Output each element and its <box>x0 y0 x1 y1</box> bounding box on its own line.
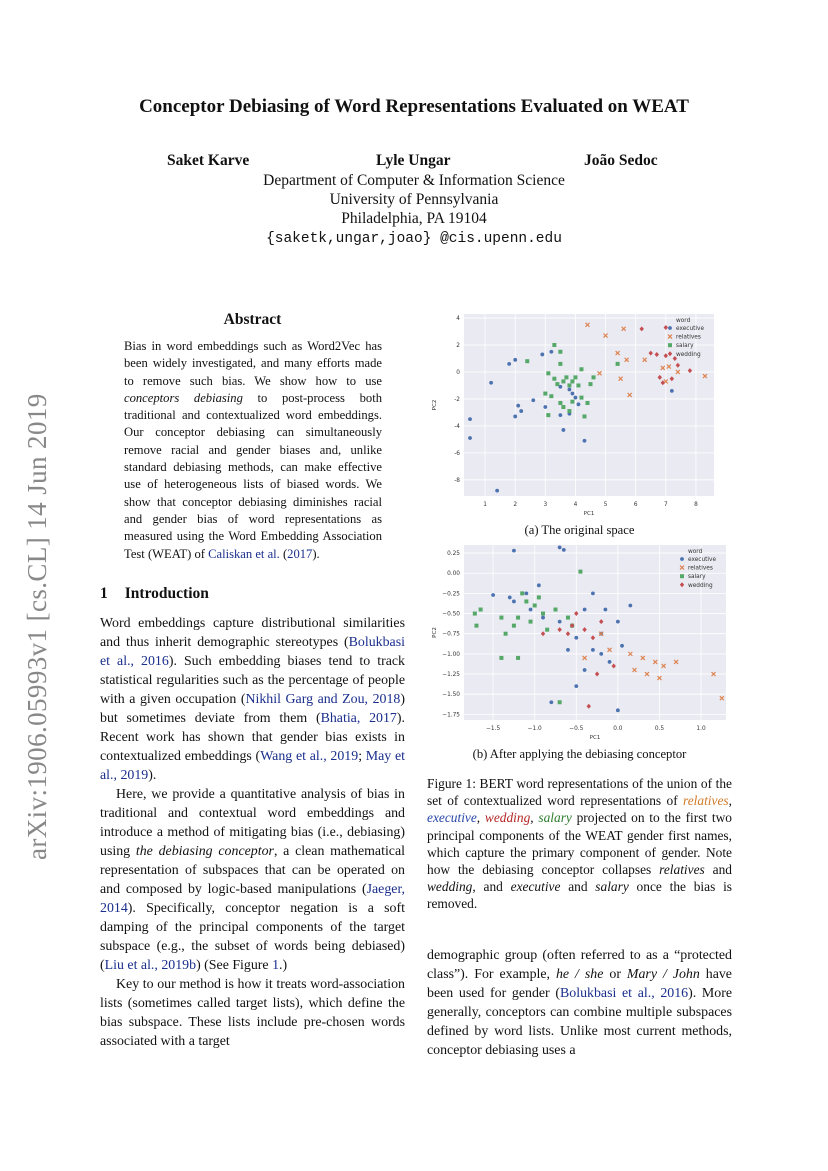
data-point <box>562 548 566 552</box>
data-point <box>561 428 565 432</box>
scatter-plot-original <box>418 310 728 520</box>
legend-title: word <box>676 318 691 324</box>
y-axis-label: PC2 <box>432 627 438 638</box>
y-tick-label: −0.75 <box>442 631 460 638</box>
intro-paragraph-3: Key to our method is how it treats word-association lists (sometimes called target lists), which define the bias subspace. These lists include pre-chosen words associated with a target <box>100 977 405 1049</box>
x-tick-label: −1.0 <box>527 726 542 732</box>
legend-label: salary <box>688 574 706 581</box>
figure-link[interactable]: 1 <box>272 958 280 973</box>
intro-paragraph-1: Word embeddings capture distributional similarities and thus inherit demographic stereotypes (Bolukbasi et al., 2016). Such embedding biases tend to track statistical regularities such as the percentage of people with a given occupation (Nikhil Garg and Zou, 2018) but sometimes deviate from them (Bhatia, 2017). Recent work has shown that gender bias exists in contextualized embeddings (Wang et al., 2019; May et al., 2019). <box>100 616 405 783</box>
data-point <box>570 400 574 404</box>
data-point <box>558 401 562 405</box>
data-point <box>670 389 674 393</box>
data-point <box>558 620 562 624</box>
data-point <box>591 648 595 652</box>
data-point <box>558 546 562 550</box>
citation-link[interactable]: May et al., 2019 <box>100 749 405 783</box>
data-point <box>549 350 553 354</box>
y-tick-label: -4 <box>454 423 460 430</box>
y-tick-label: 0 <box>456 369 460 376</box>
legend-label: relatives <box>688 565 713 572</box>
y-tick-label: −1.25 <box>442 672 460 679</box>
data-point <box>566 648 570 652</box>
author-1: Saket Karve <box>167 152 250 169</box>
data-point <box>541 612 545 616</box>
figure-caption: Figure 1: BERT word representations of the union of the set of contextualized word representations of relatives, executive, wedding, salary projected on to the first two principal components of the WEAT gender first names, which capture the primary component of gender. Note how the debiasing conceptor collapses relatives and wedding, and executive and salary once the bias is removed. <box>427 776 733 912</box>
data-point <box>558 700 562 704</box>
legend-label: relatives <box>676 334 701 341</box>
data-point <box>512 624 516 628</box>
data-point <box>529 608 533 612</box>
data-point <box>574 636 578 640</box>
x-tick-label: 8 <box>694 502 698 508</box>
affiliation-university: University of Pennsylvania <box>329 191 499 208</box>
data-point <box>599 652 603 656</box>
x-tick-label: 1 <box>483 502 487 508</box>
x-tick-label: 0.5 <box>654 726 665 732</box>
data-point <box>516 404 520 408</box>
data-point <box>568 388 572 392</box>
data-point <box>585 401 589 405</box>
data-point <box>531 398 535 402</box>
data-point <box>582 414 586 418</box>
data-point <box>579 396 583 400</box>
author-3: João Sedoc <box>584 152 658 169</box>
data-point <box>570 379 574 383</box>
data-point <box>537 583 541 587</box>
data-point <box>564 375 568 379</box>
data-point <box>524 599 528 603</box>
y-tick-label: 4 <box>456 316 460 323</box>
data-point <box>546 371 550 375</box>
data-point <box>603 608 607 612</box>
subfigure-caption-b: (b) After applying the debiasing conceptor <box>472 747 687 761</box>
data-point <box>513 358 517 362</box>
author-email[interactable]: {saketk,ungar,joao} @cis.upenn.edu <box>266 231 562 247</box>
data-point <box>620 644 624 648</box>
x-tick-label: 6 <box>633 502 638 508</box>
arxiv-stamp[interactable]: arXiv:1906.05993v1 [cs.CL] 14 Jun 2019 <box>22 393 52 860</box>
subfigure-caption-a: (a) The original space <box>524 523 635 537</box>
intro-paragraph-2: Here, we provide a quantitative analysis of bias in traditional and contextual word embeddings and introduce a method of mitigating bias (i.e., debiasing) using the debiasing conceptor, a clean mathematical representation of subspaces that can be operated on and composed by logic-based manipulations (Jaeger, 2014). Specifically, conceptor negation is a soft damping of the principal components of the target subspace (e.g., the subset of words being debiased) (Liu et al., 2019b) (See Figure 1.) <box>100 787 405 973</box>
citation-link[interactable]: Bhatia, 2017 <box>320 711 397 726</box>
data-point <box>577 402 581 406</box>
citation-link[interactable]: Bolukbasi et al., 2016 <box>100 635 405 669</box>
y-tick-label: −1.50 <box>442 692 460 699</box>
data-point <box>567 383 571 387</box>
data-point <box>491 593 495 597</box>
legend-marker <box>680 574 684 578</box>
y-tick-label: -6 <box>454 450 460 457</box>
abstract-heading: Abstract <box>223 311 282 328</box>
y-tick-label: −1.75 <box>442 712 460 719</box>
legend-marker <box>680 557 684 561</box>
data-point <box>616 362 620 366</box>
legend-label: wedding <box>688 582 713 589</box>
affiliation-address: Philadelphia, PA 19104 <box>341 210 487 227</box>
data-point <box>546 413 550 417</box>
y-tick-label: 0.25 <box>447 551 460 558</box>
data-point <box>555 382 559 386</box>
x-tick-label: −1.5 <box>486 726 501 732</box>
data-point <box>616 620 620 624</box>
data-point <box>558 350 562 354</box>
affiliation-department: Department of Computer & Information Science <box>263 172 565 189</box>
right-paragraph: demographic group (often referred to as a “protected class”). For example, he / she or Mary / John have been used for gender (Bolukbasi et al., 2016). More generally, conceptors can combine multiple subspaces defined by word lists. Unlike most current methods, conceptor debiasing uses a <box>427 948 732 1058</box>
y-axis-label: PC2 <box>432 399 438 411</box>
data-point <box>589 382 593 386</box>
data-point <box>507 362 511 366</box>
data-point <box>628 604 632 608</box>
y-tick-label: 2 <box>456 343 460 350</box>
y-tick-label: -8 <box>454 477 460 484</box>
data-point <box>468 417 472 421</box>
citation-link[interactable]: Wang et al., 2019 <box>260 749 359 764</box>
data-point <box>592 375 596 379</box>
data-point <box>474 624 478 628</box>
data-point <box>495 489 499 493</box>
data-point <box>519 409 523 413</box>
x-tick-label: 4 <box>573 502 578 508</box>
data-point <box>583 439 587 443</box>
data-point <box>537 595 541 599</box>
data-point <box>512 600 516 604</box>
data-point <box>541 616 545 620</box>
legend-label: salary <box>676 343 694 350</box>
citation-link[interactable]: Bolukbasi et al., 2016 <box>560 986 689 1001</box>
data-point <box>499 656 503 660</box>
x-tick-label: 3 <box>543 502 548 508</box>
y-tick-label: −0.50 <box>442 611 460 618</box>
data-point <box>520 591 524 595</box>
x-axis-label: PC1 <box>589 735 601 741</box>
data-point <box>591 591 595 595</box>
legend-label: executive <box>688 557 717 563</box>
data-point <box>489 381 493 385</box>
legend-label: executive <box>676 326 705 332</box>
citation-link[interactable]: Nikhil Garg and Zou, 2018 <box>245 692 401 707</box>
data-point <box>549 700 553 704</box>
data-point <box>516 616 520 620</box>
data-point <box>571 392 575 396</box>
data-point <box>545 628 549 632</box>
citation-link[interactable]: 2017 <box>287 546 313 561</box>
y-tick-label: −0.25 <box>442 591 460 598</box>
data-point <box>516 656 520 660</box>
data-point <box>561 379 565 383</box>
data-point <box>553 608 557 612</box>
data-point <box>473 612 477 616</box>
data-point <box>552 343 556 347</box>
data-point <box>583 668 587 672</box>
data-point <box>576 383 580 387</box>
plot-background <box>464 545 726 720</box>
paper-title: Conceptor Debiasing of Word Representations Evaluated on WEAT <box>139 96 689 117</box>
abstract-body: Bias in word embeddings such as Word2Vec has been widely investigated, and many efforts made to remove such bias. We show how to use conceptors debiasing to post-process both traditional and contextualized word embeddings. Our conceptor debiasing can simultaneously remove racial and gender biases and, unlike standard debiasing methods, can make effective use of heterogeneous lists of biased words. We show that conceptor debiasing diminishes racial and gender bias of word representations as measured using the Word Embedding Association Test (WEAT) of Caliskan et al. (2017). <box>124 339 382 561</box>
citation-link[interactable]: Liu et al., 2019b <box>104 958 197 973</box>
data-point <box>574 684 578 688</box>
legend-marker <box>668 343 672 347</box>
data-point <box>513 415 517 419</box>
data-point <box>540 353 544 357</box>
x-tick-label: −0.5 <box>569 726 584 732</box>
x-tick-label: 0.0 <box>613 726 623 732</box>
right-column-body <box>427 946 732 1060</box>
scatter-plot-debiased <box>418 541 728 743</box>
x-tick-label: 5 <box>603 502 608 508</box>
data-point <box>561 405 565 409</box>
data-point <box>552 377 556 381</box>
data-point <box>533 603 537 607</box>
legend-marker <box>668 326 672 330</box>
data-point <box>574 396 578 400</box>
citation-link[interactable]: Jaeger, 2014 <box>100 882 405 916</box>
legend-label: wedding <box>676 351 701 358</box>
data-point <box>508 596 512 600</box>
data-point <box>608 660 612 664</box>
data-point <box>616 708 620 712</box>
data-point <box>512 549 516 553</box>
citation-link[interactable]: Caliskan et al. <box>208 546 280 561</box>
x-tick-label: 1.0 <box>696 726 706 732</box>
data-point <box>468 436 472 440</box>
y-tick-label: −1.00 <box>442 651 460 658</box>
data-point <box>499 616 503 620</box>
data-point <box>558 362 562 366</box>
legend-title: word <box>688 549 703 555</box>
data-point <box>583 608 587 612</box>
x-axis-label: PC1 <box>583 511 595 517</box>
x-tick-label: 2 <box>513 502 518 508</box>
section-heading-introduction: 1 Introduction <box>100 585 209 602</box>
data-point <box>504 632 508 636</box>
data-point <box>573 375 577 379</box>
data-point <box>579 367 583 371</box>
data-point <box>578 570 582 574</box>
author-2: Lyle Ungar <box>376 152 451 169</box>
data-point <box>525 359 529 363</box>
data-point <box>543 392 547 396</box>
data-point <box>566 616 570 620</box>
data-point <box>529 620 533 624</box>
y-tick-label: 0.00 <box>447 571 460 578</box>
intro-body <box>100 614 405 1051</box>
data-point <box>567 409 571 413</box>
x-tick-label: 7 <box>663 502 668 508</box>
y-tick-label: -2 <box>454 396 460 403</box>
data-point <box>479 608 483 612</box>
data-point <box>524 591 528 595</box>
data-point <box>549 394 553 398</box>
data-point <box>558 413 562 417</box>
plot-background <box>464 314 714 496</box>
data-point <box>543 405 547 409</box>
